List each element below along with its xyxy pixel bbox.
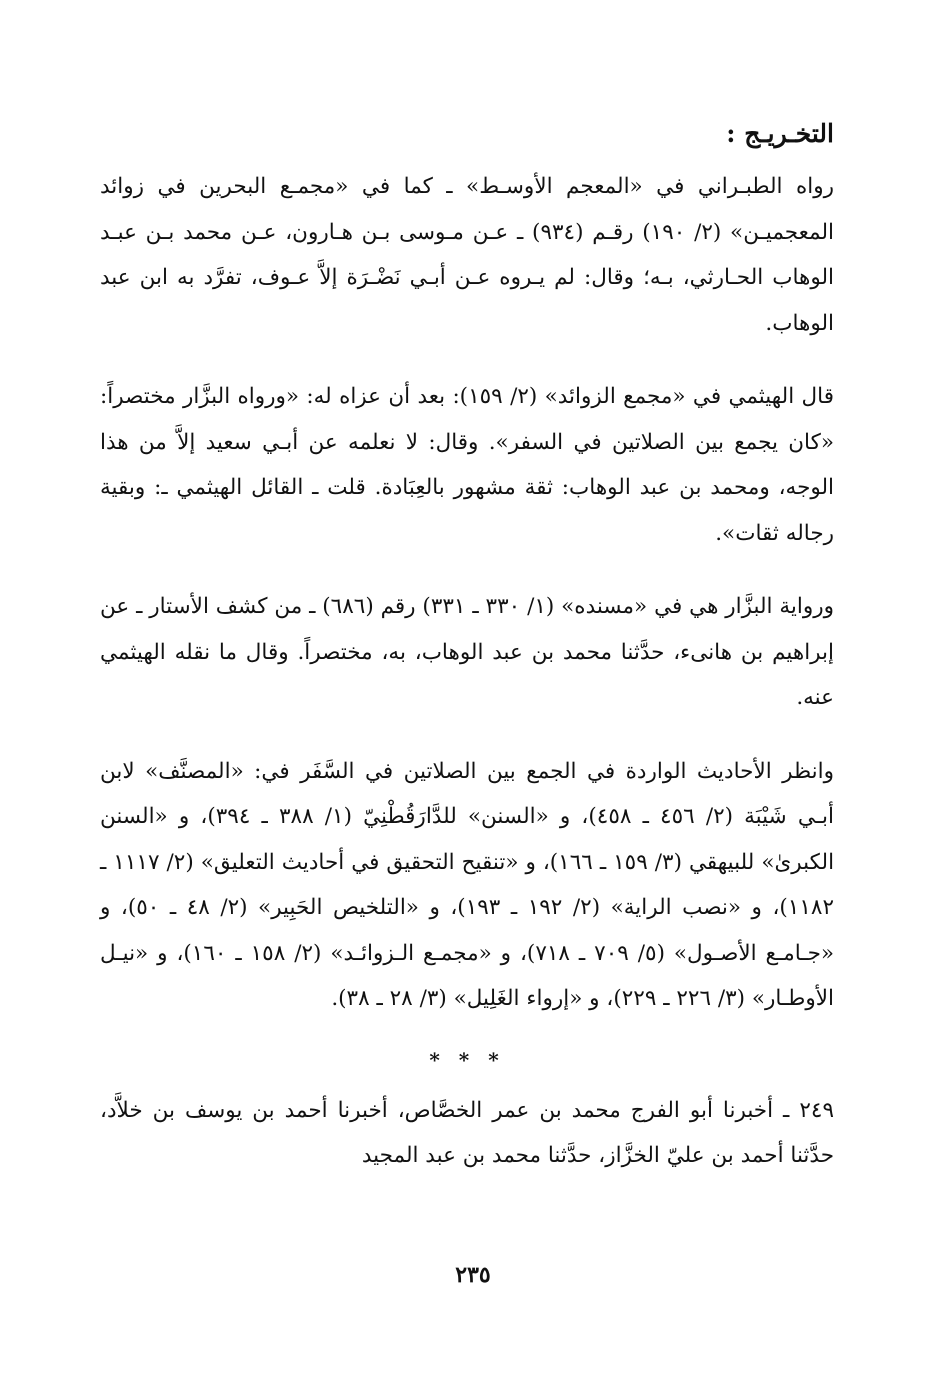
paragraph-haythami: قال الهيثمي في «مجمع الزوائد» (٢/ ١٥٩): بعد أن عزاه له: «ورواه البزَّار مختصراً: «كان يجمع بين الصلاتين في السفر». وقال: لا نعلمه عن أبـي سعيد إلاَّ من هذا الوجه، ومحمد بن عبد الوهاب: ثقة مشهور بالعِبَادة. قلت ـ القائل الهيثمي ـ: وبقية رجاله ثقات». bbox=[100, 384, 834, 546]
page-body bbox=[100, 112, 834, 1179]
page-number: ٢٣٥ bbox=[455, 1262, 491, 1288]
paragraph-bazzar: ورواية البزَّار هي في «مسنده» (١/ ٣٣٠ ـ ٣٣١) رقم (٦٨٦) ـ من كشف الأستار ـ عن إبراهيم بن هانىء، حدَّثنا محمد بن عبد الوهاب، به، مختصراً. وقال ما نقله الهيثمي عنه. bbox=[100, 594, 835, 710]
paragraph-references: وانظر الأحاديث الواردة في الجمع بين الصلاتين في السَّفَر في: «المصنَّف» لابن أبـي شَيْبَة (٢/ ٤٥٦ ـ ٤٥٨)، و «السنن» للدَّارَقُطْنِيّ (١/ ٣٨٨ ـ ٣٩٤)، و «السنن الكبرىٰ» للبيهقي (٣/ ١٥٩ ـ ١٦٦)، و «تنقيح التحقيق في أحاديث التعليق» (٢/ ١١١٧ ـ ١١٨٢)، و «نصب الراية» (٢/ ١٩٢ ـ ١٩٣)، و «التلخيص الحَبِير» (٢/ ٤٨ ـ ٥٠)، و «جـامـع الأصـول» (٥/ ٧٠٩ ـ ٧١٨)، و «مجمـع الـزوائـد» (٢/ ١٥٨ ـ ١٦٠)، و «نيـل الأوطـار» (٣/ ٢٢٦ ـ ٢٢٩)، و «إرواء الغَلِيل» (٣/ ٢٨ ـ ٣٨). bbox=[100, 758, 835, 1011]
paragraph-takhrij-tabarani: رواه الطبـراني في «المعجم الأوسـط» ـ كما في «مجمـع البحرين في زوائد المعجميـن» (٢/ ١٩٠) رقـم (٩٣٤) ـ عـن مـوسى بـن هـارون، عـن محمد بـن عبـد الوهاب الحـارثي، بـه؛ وقال: لم يـروه عـن أبـي نَضْـرَة إلاَّ عـوف، تفرَّد به ابن عبد الوهاب. bbox=[100, 174, 835, 336]
section-separator: * * * bbox=[429, 1047, 505, 1072]
paragraph-hadith-249: ٢٤٩ ـ أخبرنا أبو الفرج محمد بن عمر الخصَّاص، أخبرنا أحمد بن يوسف بن خلاَّد، حدَّثنا أحمد بن عليّ الخزَّاز، حدَّثنا محمد بن عبد المجيد bbox=[100, 1097, 834, 1168]
section-heading: التخـريـج : bbox=[726, 119, 834, 148]
